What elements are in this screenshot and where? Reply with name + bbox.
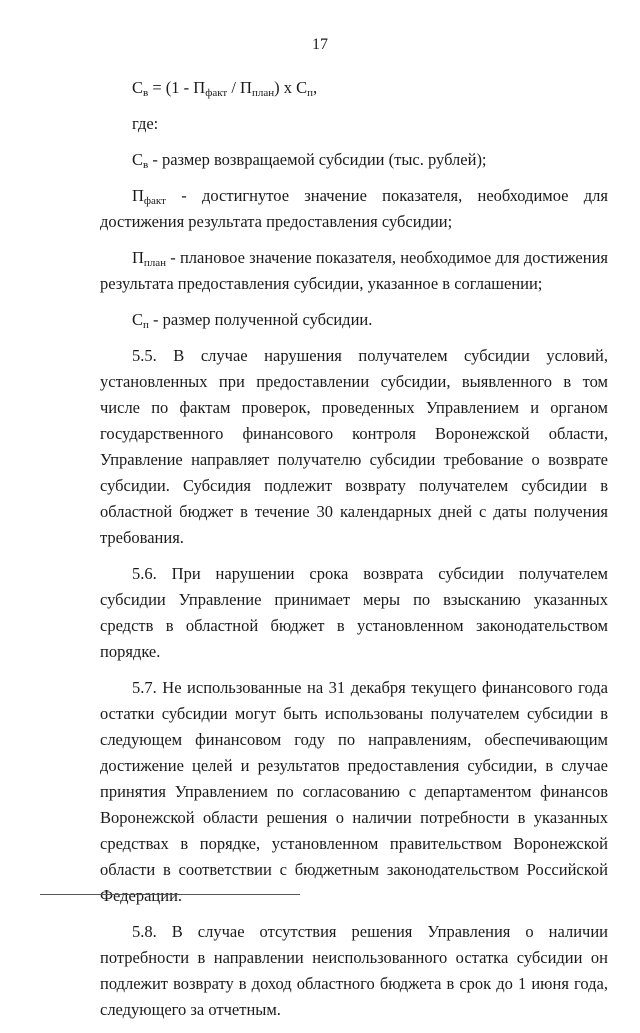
formula-sub-fact: факт bbox=[205, 87, 228, 99]
formula-end: , bbox=[313, 78, 318, 97]
paragraph-5-6: 5.6. При нарушении срока возврата субсидии получателем субсидии Управление принимает меры по взысканию указанных средств в областной бюджет в установленном законодательством порядке. bbox=[100, 564, 608, 661]
document-body bbox=[100, 75, 608, 1033]
def-text: - плановое значение показателя, необходимое для достижения результата предоставления субсидии, указанное в соглашении; bbox=[100, 248, 608, 293]
formula-mid3: ) x С bbox=[274, 78, 308, 97]
paragraph-5-5: 5.5. В случае нарушения получателем субсидии условий, установленных при предоставлении субсидии, выявленного в том числе по фактам проверок, проведенных Управлением и органом государственного финансового контроля Воронежской области, Управление направляет получателю субсидии требование о возврате субсидии. Субсидия подлежит возврату получателем субсидии в областной бюджет в течение 30 календарных дней с даты получения требования. bbox=[100, 346, 608, 547]
def-symbol: С bbox=[132, 310, 144, 329]
def-text: - достигнутое значение показателя, необходимое для достижения результата предоставления субсидии; bbox=[100, 186, 608, 231]
footer-rule bbox=[40, 894, 300, 895]
formula-sub-p: п bbox=[307, 87, 314, 99]
definition-cv bbox=[100, 147, 608, 173]
formula bbox=[132, 75, 608, 101]
def-text: - размер полученной субсидии. bbox=[148, 310, 373, 329]
formula-mid1: = (1 - П bbox=[148, 78, 206, 97]
def-symbol-sub: план bbox=[143, 257, 167, 269]
definition-pfact bbox=[100, 183, 608, 235]
paragraph-5-8: 5.8. В случае отсутствия решения Управления о наличии потребности в направлении неиспользованного остатка субсидии он подлежит возврату в доход областного бюджета в срок до 1 июня года, следующего за отчетным. bbox=[100, 922, 608, 1019]
def-text: - размер возвращаемой субсидии (тыс. рублей); bbox=[148, 150, 487, 169]
formula-lhs-sub: в bbox=[143, 87, 149, 99]
def-symbol: П bbox=[132, 248, 144, 267]
paragraph-5-7: 5.7. Не использованные на 31 декабря текущего финансового года остатки субсидии могут быть использованы получателем субсидии в следующем финансовом году по направлениям, обеспечивающим достижение целей и результатов предоставления субсидии, в случае принятия Управлением по согласованию с департаментом финансов Воронежской области решения о наличии потребности в указанных средствах в порядке, установленном правительством Воронежской области в соответствии с бюджетным законодательством Российской Федерации. bbox=[100, 678, 608, 905]
where-label: где: bbox=[132, 114, 159, 133]
def-symbol-sub: п bbox=[143, 319, 149, 331]
def-symbol-sub: в bbox=[143, 159, 149, 171]
formula-lhs: С bbox=[132, 78, 144, 97]
definition-cp bbox=[100, 307, 608, 333]
formula-mid2: / П bbox=[227, 78, 252, 97]
page-number: 17 bbox=[312, 36, 328, 53]
def-symbol-sub: факт bbox=[143, 195, 166, 207]
formula-sub-plan: план bbox=[251, 87, 275, 99]
def-symbol: П bbox=[132, 186, 144, 205]
def-symbol: С bbox=[132, 150, 144, 169]
definition-pplan bbox=[100, 245, 608, 297]
